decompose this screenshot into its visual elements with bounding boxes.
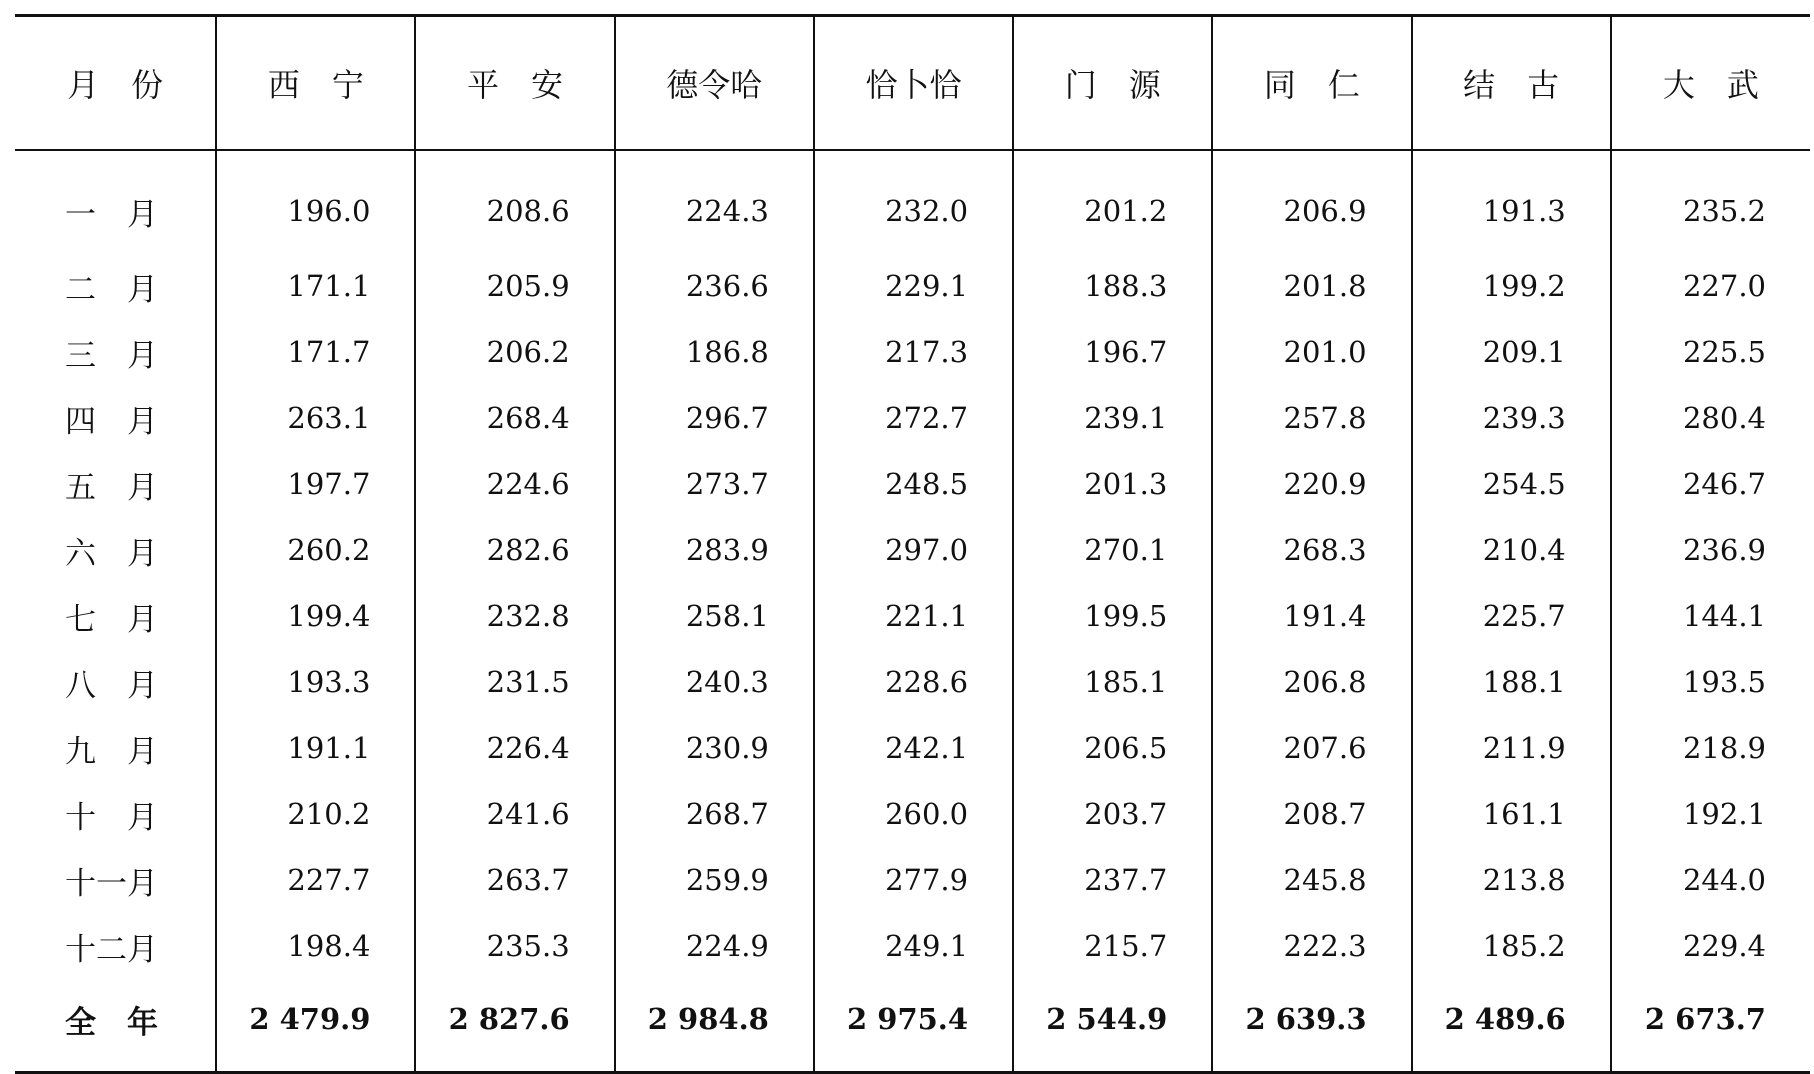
table-cell: 224.6 (415, 451, 614, 517)
table-cell: 206.8 (1212, 649, 1411, 715)
table-cell: 199.4 (216, 583, 415, 649)
table-row (15, 385, 1810, 451)
total-cell: 2 639.3 (1212, 979, 1411, 1073)
total-cell: 2 544.9 (1013, 979, 1212, 1073)
table-cell: 208.7 (1212, 781, 1411, 847)
table-cell: 188.1 (1412, 649, 1611, 715)
table-cell: 235.3 (415, 913, 614, 979)
table-cell: 209.1 (1412, 319, 1611, 385)
total-cell: 2 827.6 (415, 979, 614, 1073)
table-cell: 263.7 (415, 847, 614, 913)
row-month-label: 十一月 (15, 847, 216, 913)
row-month-label: 八 月 (15, 649, 216, 715)
table-cell: 215.7 (1013, 913, 1212, 979)
table-cell: 229.4 (1682, 929, 1766, 963)
table-cell: 185.1 (1013, 649, 1212, 715)
total-cell: 2 975.4 (814, 979, 1013, 1073)
table-cell: 254.5 (1412, 451, 1611, 517)
table-cell: 239.3 (1412, 385, 1611, 451)
table-cell: 192.1 (1682, 797, 1766, 831)
table-cell: 196.0 (216, 150, 415, 253)
table-row (15, 649, 1810, 715)
table-cell: 171.1 (216, 253, 415, 319)
table-cell: 218.9 (1682, 731, 1766, 765)
table-cell: 272.7 (814, 385, 1013, 451)
table-row (15, 913, 1810, 979)
table-cell: 221.1 (814, 583, 1013, 649)
table-row (15, 715, 1810, 781)
table-cell: 239.1 (1013, 385, 1212, 451)
header-pingan: 平 安 (415, 16, 614, 151)
table-cell: 242.1 (814, 715, 1013, 781)
header-tongren: 同 仁 (1212, 16, 1411, 151)
table-row (15, 150, 1810, 253)
table-cell: 258.1 (615, 583, 814, 649)
table-cell: 188.3 (1013, 253, 1212, 319)
header-month: 月 份 (15, 16, 216, 151)
table-cell: 201.3 (1013, 451, 1212, 517)
table-cell: 226.4 (415, 715, 614, 781)
table-cell: 270.1 (1013, 517, 1212, 583)
table-cell: 283.9 (615, 517, 814, 583)
table-cell: 237.7 (1013, 847, 1212, 913)
table-cell: 220.9 (1212, 451, 1411, 517)
table-cell: 235.2 (1682, 194, 1766, 228)
table-cell: 193.5 (1682, 665, 1766, 699)
total-cell: 2 984.8 (615, 979, 814, 1073)
table-cell: 206.9 (1212, 150, 1411, 253)
table-cell: 249.1 (814, 913, 1013, 979)
table-cell: 244.0 (1682, 863, 1766, 897)
table-cell: 260.2 (216, 517, 415, 583)
header-jiegu: 结 古 (1412, 16, 1611, 151)
row-month-label: 五 月 (15, 451, 216, 517)
table-cell: 171.7 (216, 319, 415, 385)
table-cell: 213.8 (1412, 847, 1611, 913)
table-row (15, 781, 1810, 847)
table-cell: 185.2 (1412, 913, 1611, 979)
table-cell: 208.6 (415, 150, 614, 253)
table-cell: 199.5 (1013, 583, 1212, 649)
table-cell: 210.4 (1412, 517, 1611, 583)
table-row (15, 517, 1810, 583)
table-cell: 206.5 (1013, 715, 1212, 781)
table-cell: 201.2 (1013, 150, 1212, 253)
header-qiabuqia: 恰卜恰 (814, 16, 1013, 151)
table-cell: 144.1 (1682, 599, 1766, 633)
table-row (15, 319, 1810, 385)
row-month-label: 二 月 (15, 253, 216, 319)
table-cell: 229.1 (814, 253, 1013, 319)
row-month-label: 九 月 (15, 715, 216, 781)
row-month-label: 十 月 (15, 781, 216, 847)
row-month-label: 七 月 (15, 583, 216, 649)
table-cell: 201.8 (1212, 253, 1411, 319)
table-cell: 211.9 (1412, 715, 1611, 781)
table-cell: 191.3 (1412, 150, 1611, 253)
total-label: 全 年 (15, 979, 216, 1073)
table-row (15, 451, 1810, 517)
table-cell: 280.4 (1682, 401, 1766, 435)
table-cell: 268.7 (615, 781, 814, 847)
table-cell: 232.0 (814, 150, 1013, 253)
table-cell: 207.6 (1212, 715, 1411, 781)
total-cell: 2 489.6 (1412, 979, 1611, 1073)
table-body (15, 150, 1810, 1073)
table-cell: 206.2 (415, 319, 614, 385)
table-cell: 230.9 (615, 715, 814, 781)
row-month-label: 六 月 (15, 517, 216, 583)
table-cell: 224.3 (615, 150, 814, 253)
table-cell: 191.1 (216, 715, 415, 781)
table-row (15, 253, 1810, 319)
table-row (15, 847, 1810, 913)
table-cell: 273.7 (615, 451, 814, 517)
table-cell: 260.0 (814, 781, 1013, 847)
header-dawu: 大 武 (1611, 16, 1810, 151)
table-cell: 259.9 (615, 847, 814, 913)
table-cell: 224.9 (615, 913, 814, 979)
table-cell: 236.6 (615, 253, 814, 319)
table-cell: 245.8 (1212, 847, 1411, 913)
data-table-container (15, 14, 1810, 1074)
table-cell: 203.7 (1013, 781, 1212, 847)
table-header (15, 16, 1810, 151)
table-cell: 248.5 (814, 451, 1013, 517)
header-xining: 西 宁 (216, 16, 415, 151)
header-delingha: 德令哈 (615, 16, 814, 151)
total-row (15, 979, 1810, 1073)
table-cell: 227.7 (216, 847, 415, 913)
table-cell: 268.3 (1212, 517, 1411, 583)
table-row (15, 583, 1810, 649)
table-cell: 277.9 (814, 847, 1013, 913)
row-month-label: 十二月 (15, 913, 216, 979)
header-row (15, 16, 1810, 151)
table-cell: 193.3 (216, 649, 415, 715)
table-cell: 240.3 (615, 649, 814, 715)
table-cell: 297.0 (814, 517, 1013, 583)
table-cell: 199.2 (1412, 253, 1611, 319)
table-cell: 201.0 (1212, 319, 1411, 385)
table-cell: 222.3 (1212, 913, 1411, 979)
table-cell: 231.5 (415, 649, 614, 715)
header-menyuan: 门 源 (1013, 16, 1212, 151)
table-cell: 246.7 (1682, 467, 1766, 501)
row-month-label: 一 月 (15, 150, 216, 253)
table-cell: 257.8 (1212, 385, 1411, 451)
table-cell: 268.4 (415, 385, 614, 451)
table-cell: 282.6 (415, 517, 614, 583)
table-cell: 225.5 (1682, 335, 1766, 369)
table-cell: 196.7 (1013, 319, 1212, 385)
total-cell: 2 479.9 (216, 979, 415, 1073)
row-month-label: 三 月 (15, 319, 216, 385)
table-cell: 210.2 (216, 781, 415, 847)
monthly-data-table (15, 14, 1810, 1074)
table-cell: 236.9 (1682, 533, 1766, 567)
table-cell: 161.1 (1412, 781, 1611, 847)
table-cell: 241.6 (415, 781, 614, 847)
table-cell: 225.7 (1412, 583, 1611, 649)
table-cell: 217.3 (814, 319, 1013, 385)
table-cell: 197.7 (216, 451, 415, 517)
table-cell: 263.1 (216, 385, 415, 451)
table-cell: 232.8 (415, 583, 614, 649)
table-cell: 186.8 (615, 319, 814, 385)
table-cell: 228.6 (814, 649, 1013, 715)
table-cell: 191.4 (1212, 583, 1411, 649)
table-cell: 296.7 (615, 385, 814, 451)
total-cell: 2 673.7 (1611, 979, 1810, 1073)
table-cell: 227.0 (1682, 269, 1766, 303)
table-cell: 198.4 (216, 913, 415, 979)
table-cell: 205.9 (415, 253, 614, 319)
row-month-label: 四 月 (15, 385, 216, 451)
